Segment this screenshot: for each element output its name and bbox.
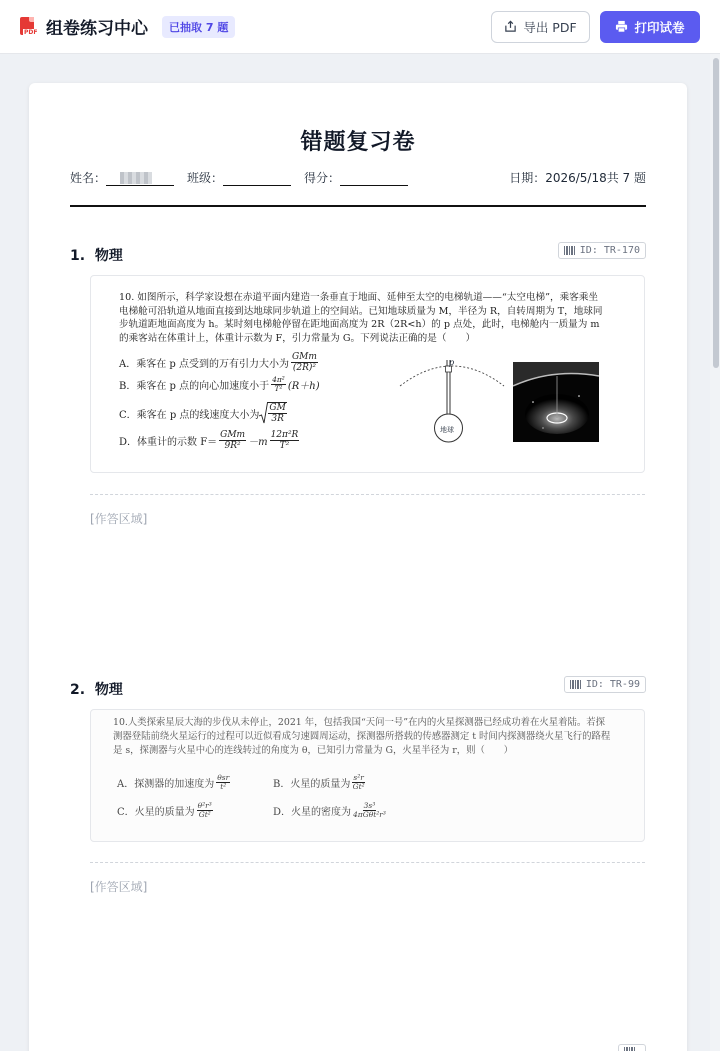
header-divider — [70, 205, 646, 207]
print-paper-button[interactable] — [600, 11, 700, 43]
question-2-image — [90, 709, 645, 842]
class-label: 班级： — [187, 171, 224, 185]
question-2-stem: 10.人类探索星辰大海的步伐从未停止，2021 年，包括我国“天问一号”在内的火星探测器已经成功着在火星着陆。若探测器登陆前绕火星运行的过程可以近似看成匀速圆周运动，探测器所搭载的传感器测定 t 时间内探测器绕火星飞行的路程是 s，探测器与火星中心的连线转过的角度为 θ，已知引力常量为 G，火星半径为 r，则（ ） — [113, 717, 611, 756]
barcode-icon — [624, 1047, 635, 1051]
exam-paper — [29, 83, 687, 1051]
question-1-separator — [90, 494, 645, 495]
question-2-title — [70, 679, 123, 699]
figure-label-p: p — [449, 358, 455, 367]
name-field — [70, 169, 174, 186]
question-subject: 物理 — [94, 682, 123, 698]
question-number: 2. — [70, 682, 86, 698]
question-2-id-tag: ID: TR-99 — [564, 676, 646, 693]
figure-label-earth: 地球 — [440, 426, 454, 434]
question-1-answer-area[interactable]: [作答区域] — [90, 512, 148, 526]
question-number: 1. — [70, 248, 86, 264]
redacted-name — [120, 172, 152, 184]
space-elevator-photo — [513, 362, 599, 442]
barcode-icon — [570, 680, 581, 689]
question-count-badge: 已抽取 7 题 — [162, 16, 235, 38]
question-2-option-b: B．火星的质量为 $\frac{\text{s²r}}{\text{Gt²}}$ — [273, 773, 365, 791]
question-1-option-c: C．乘客在 p 点的线速度大小为 $\frac{GM}{3R}$ — [119, 403, 286, 424]
date-text: 日期：2026/5/18共 7 题 — [509, 171, 646, 185]
question-1-title — [70, 245, 123, 265]
question-2-answer-area[interactable]: [作答区域] — [90, 880, 148, 894]
printer-icon — [615, 20, 628, 33]
question-1-image — [90, 275, 645, 473]
app-title: 组卷练习中心 — [46, 19, 148, 39]
question-2-option-d: D．火星的密度为 $\frac{\text{3s³}}{\text{4πGθt²r³}}$ — [273, 801, 386, 819]
name-label: 姓名： — [70, 171, 107, 185]
sqrt-symbol: $\frac{GM}{3R}$ — [259, 402, 286, 424]
top-bar — [0, 0, 720, 54]
score-label: 得分： — [304, 171, 341, 185]
paper-title: 错题复习卷 — [300, 130, 416, 155]
question-1-option-b: B．乘客在 p 点的向心加速度小于 $\frac{\text{4π²}}{\text{T²}}$ (R＋h) — [119, 375, 320, 393]
question-1-stem: 10. 如图所示，科学家设想在赤道平面内建造一条垂直于地面、延伸至太空的电梯轨道——“太空电梯”，乘客乘坐电梯舱可沿轨道从地面直接到达地球同步轨道上的空间站。已知地球质量为 M，半径为 R，自转周期为 T，地球同步轨道距地面高度为 h。某时刻电梯舱停留在距地面高度为 2R（2R<h）的 p 点处，此时，电梯舱内一质量为 m 的乘客站在体重计上，体重计示数为 F，引力常量为 G。下列说法正确的是（ ） — [119, 292, 603, 344]
export-pdf-label: 导出 PDF — [523, 19, 577, 35]
barcode-icon — [564, 246, 575, 255]
share-icon — [504, 20, 517, 33]
question-subject: 物理 — [94, 248, 123, 264]
question-2-option-a: A．探测器的加速度为 $\frac{\text{θsr}}{\text{t²}}$ — [117, 773, 230, 791]
class-field — [187, 169, 291, 186]
question-1-option-a: A．乘客在 p 点受到的万有引力大小为 $\frac{\text{GMm}}{\text{(2R)²}}$ — [119, 352, 317, 373]
score-field — [304, 169, 408, 186]
page-scrollbar[interactable] — [710, 54, 720, 1051]
question-1-id-tag: ID: TR-170 — [558, 242, 646, 259]
question-2-option-c: C．火星的质量为 $\frac{\text{θ²r³}}{\text{Gt²}}$ — [117, 801, 212, 819]
question-2-separator — [90, 862, 645, 863]
print-paper-label: 打印试卷 — [634, 19, 685, 35]
export-pdf-button[interactable] — [491, 11, 590, 43]
pdf-file-icon: PDF — [20, 17, 38, 37]
student-info-row — [70, 169, 646, 189]
question-1-option-d: D．体重计的示数 F＝ $\frac{\text{GMm}}{\text{9R²}}$ －m $\frac{\text{12π²R}}{\text{T²}}$ — [119, 430, 299, 451]
scrollbar-thumb[interactable] — [713, 58, 719, 368]
question-3-id-tag — [618, 1044, 646, 1051]
